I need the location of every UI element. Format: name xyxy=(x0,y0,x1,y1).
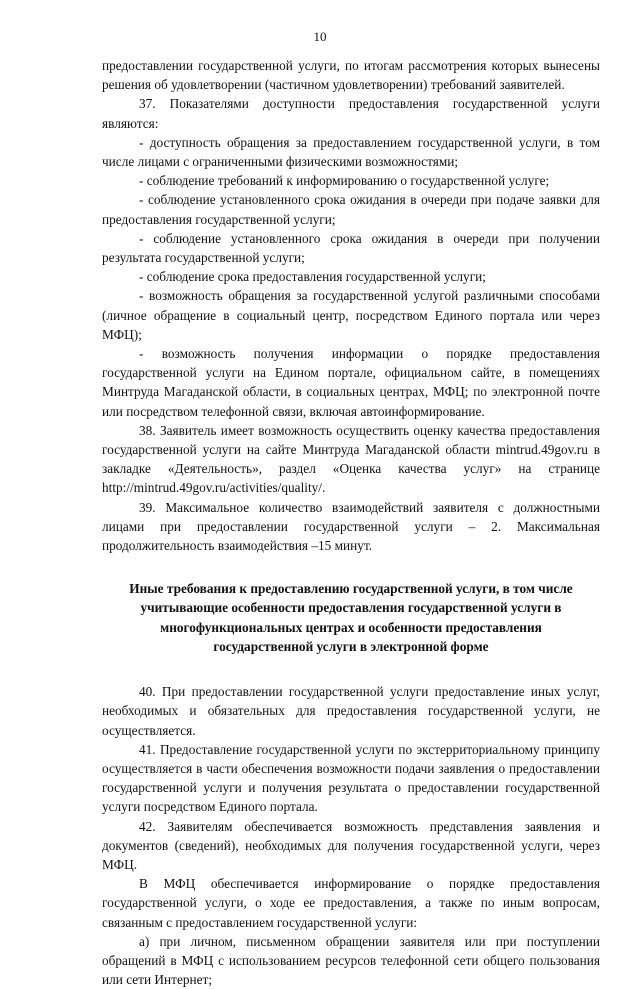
paragraph-mfc-informing: В МФЦ обеспечивается информирование о порядке предоставления государственной услуги, о ходе ее предоставления, а также по иным вопросам, связанным с предоставлением государственной услуги: xyxy=(102,876,600,930)
paragraph-39: 39. Максимальное количество взаимодействий заявителя с должностными лицами при предоставлении государственной услуги – 2. Максимальная продолжительность взаимодействия –15 минут. xyxy=(102,499,600,554)
list-item-request-methods: - возможность обращения за государственной услугой различными способами (личное обращение в социальный центр, посредством Единого портала или через МФЦ); xyxy=(102,288,600,342)
list-item-informing: - соблюдение требований к информированию о государственной услуге; xyxy=(139,173,550,189)
paragraph-38: 38. Заявитель имеет возможность осуществить оценку качества предоставления государственной услуги на сайте Минтруда Магаданской области mintrud.49gov.ru в закладке «Деятельность», раздел «Оценка качества услуг» на странице http://mintrud.49gov.ru/activities/quality/. xyxy=(102,422,600,496)
list-item-a: а) при личном, письменном обращении заявителя или при поступлении обращений в МФЦ с использованием ресурсов телефонной сети общего пользования или сети Интернет; xyxy=(102,933,600,988)
list-item-deadline: - соблюдение срока предоставления государственной услуги; xyxy=(139,269,486,285)
paragraph-41: 41. Предоставление государственной услуги по экстерриториальному принципу осуществляется в части обеспечения возможности подачи заявления о предоставлении государственной услуги и получения результата о предоставлении государственной услуги посредством Единого портала. xyxy=(102,741,600,815)
paragraph-42: 42. Заявителям обеспечивается возможность представления заявления и документов (сведений), необходимых для получения государственной услуги, через МФЦ. xyxy=(102,818,600,872)
list-item-queue-submission: - соблюдение установленного срока ожидания в очереди при подаче заявки для предоставления государственной услуги; xyxy=(102,192,600,227)
paragraph-40: 40. При предоставлении государственной услуги предоставление иных услуг, необходимых и обязательных для предоставления государственной услуги, не осуществляется. xyxy=(102,684,600,738)
list-item-accessibility: - доступность обращения за предоставлением государственной услуги, в том числе лицами с ограниченными физическими возможностями; xyxy=(102,134,600,170)
section-heading: Иные требования к предоставлению государственной услуги, в том числе учитывающие особенности предоставления государственной услуги в многофункциональных центрах и особенности предоставления государственной услуги в электронной форме xyxy=(129,581,573,654)
document-body xyxy=(102,56,600,989)
page-number: 10 xyxy=(313,29,327,44)
list-item-queue-result: - соблюдение установленного срока ожидания в очереди при получении результата государственной услуги; xyxy=(102,230,600,266)
list-item-information-access: - возможность получения информации о порядке предоставления государственной услуги на Едином портале, официальном сайте, в помещениях Минтруда Магаданской области, в социальных центрах, МФЦ; по электронной почте или посредством телефонной связи, включая автоинформирование. xyxy=(102,346,600,419)
paragraph-continuation: предоставлении государственной услуги, по итогам рассмотрения которых вынесены решения об удовлетворении (частичном удовлетворении) требований заявителей. xyxy=(102,58,600,93)
paragraph-37: 37. Показателями доступности предоставления государственной услуги являются: xyxy=(102,96,600,131)
